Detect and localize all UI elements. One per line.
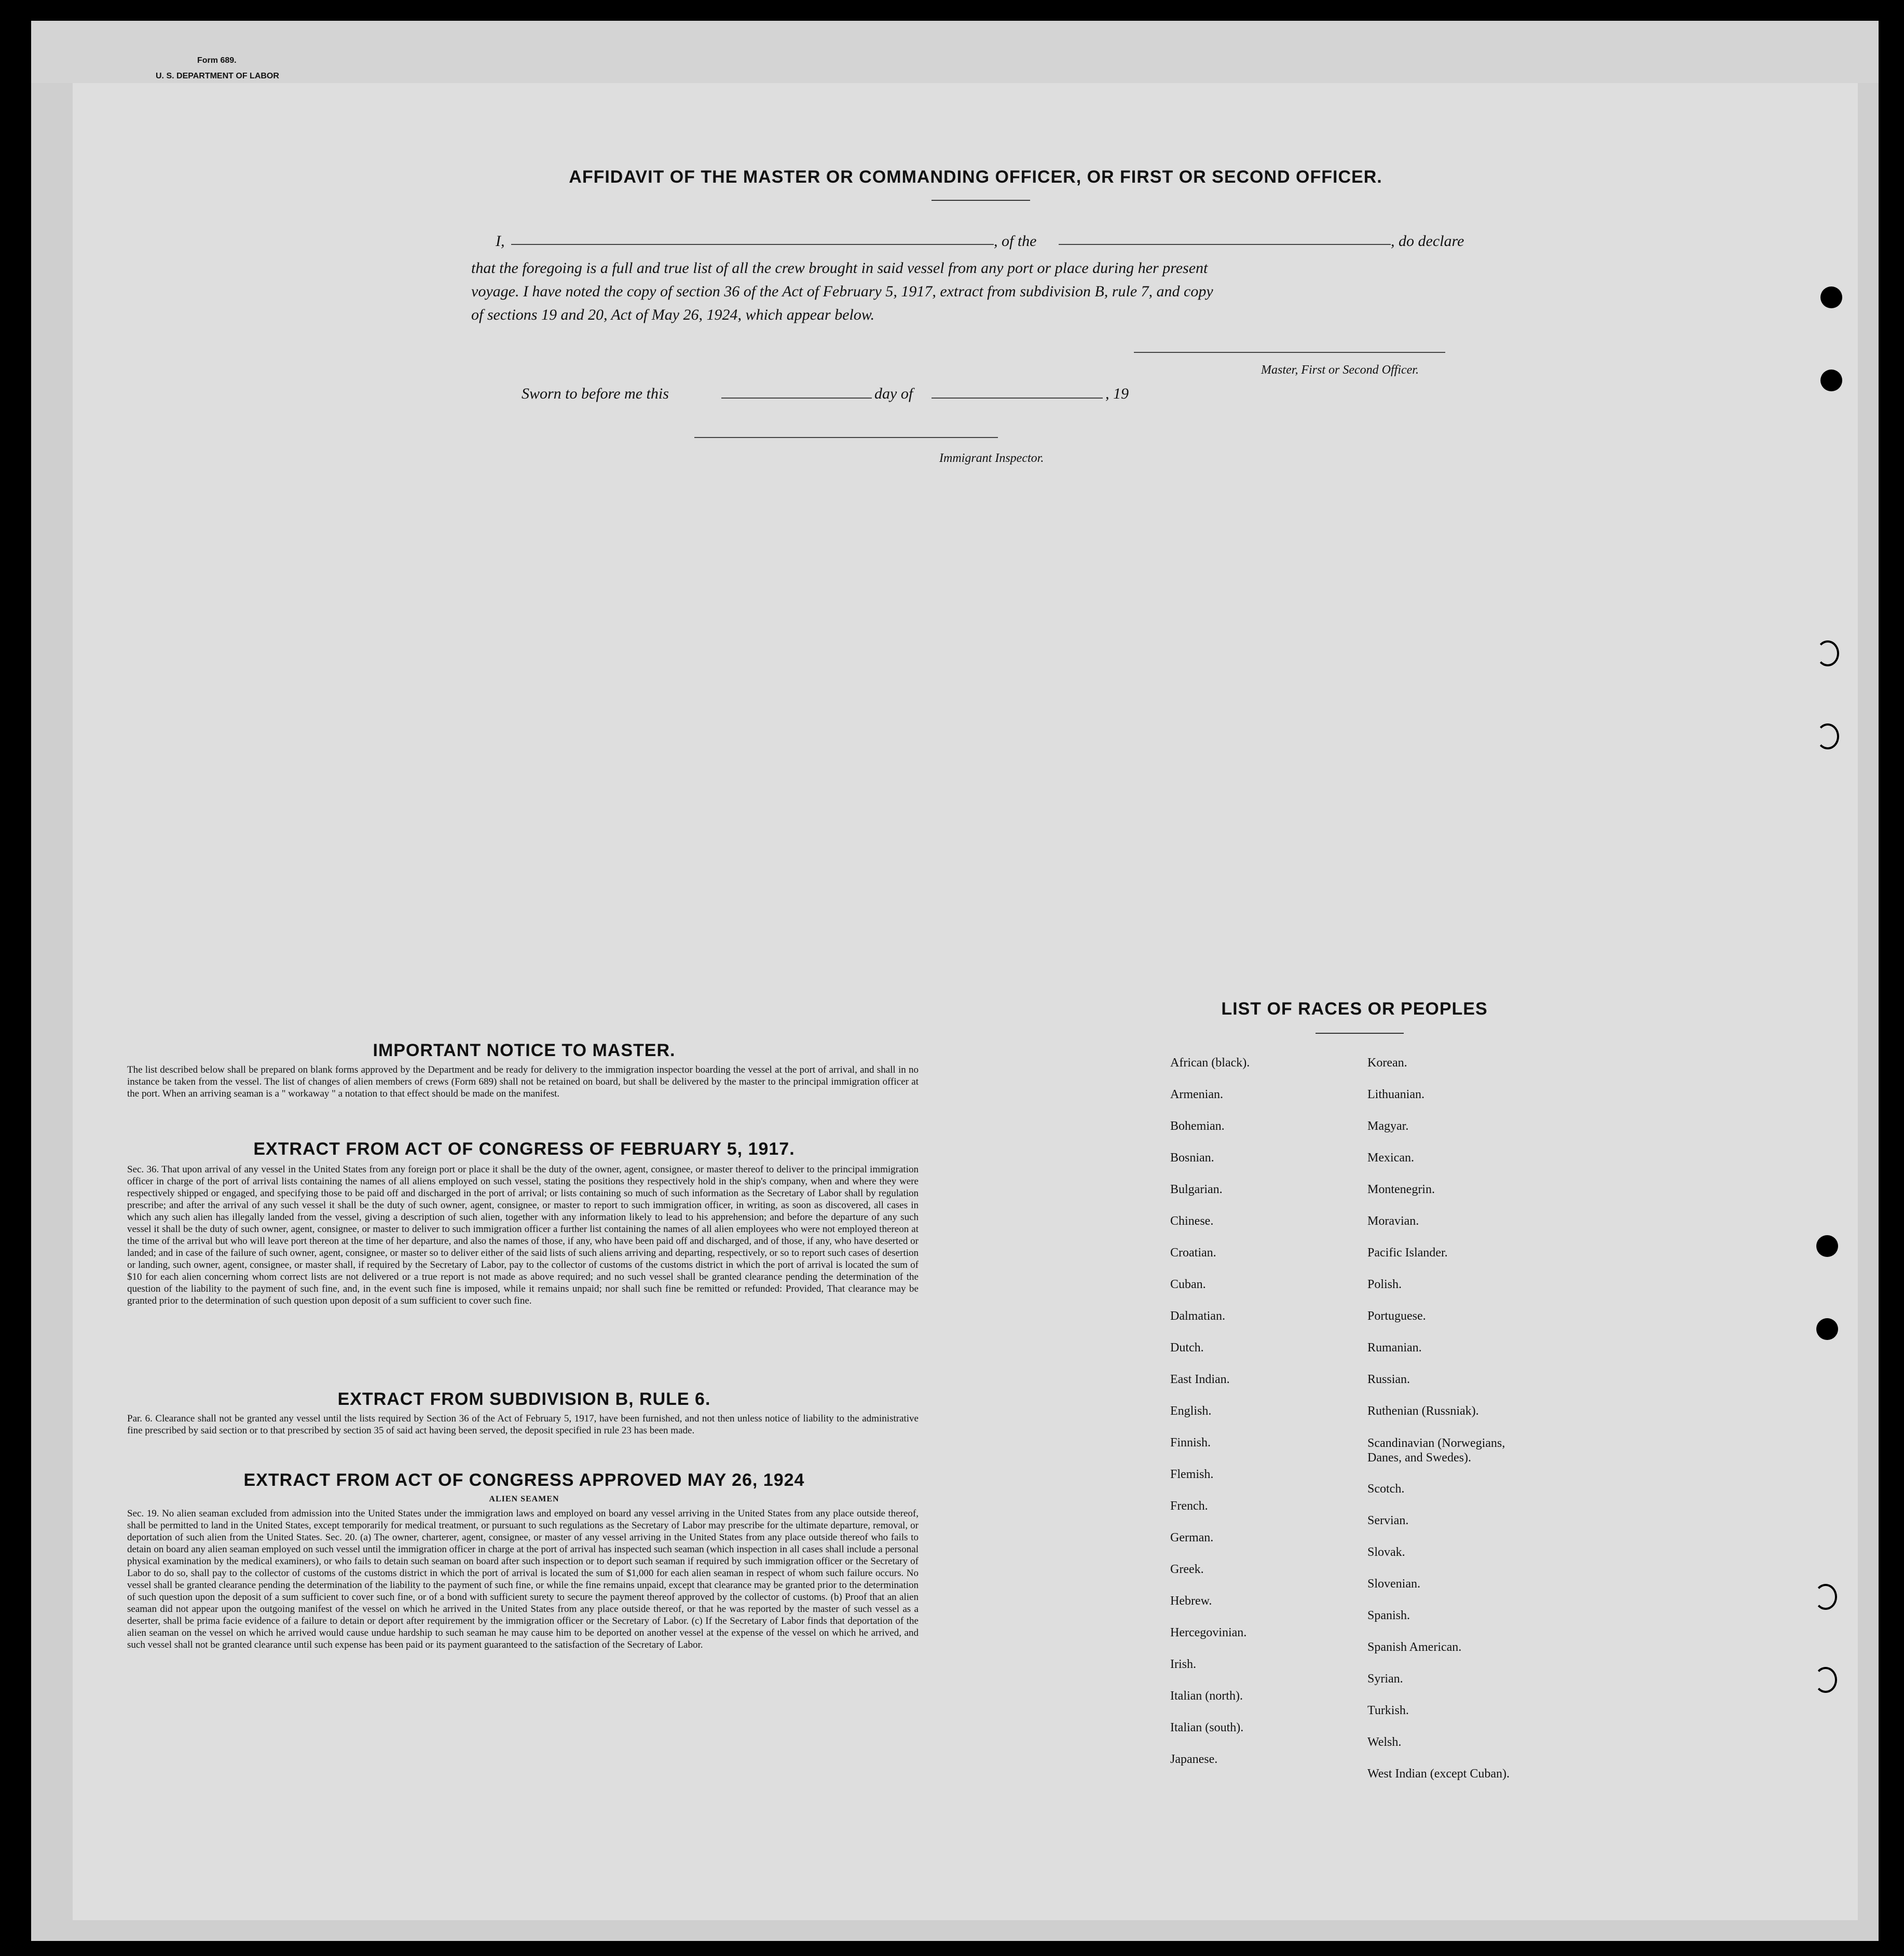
race-item: Moravian. — [1367, 1214, 1419, 1228]
affidavit-body-1: that the foregoing is a full and true list of all the crew brought in said vessel from any port or place during her present — [471, 259, 1208, 277]
rule6-title: EXTRACT FROM SUBDIVISION B, RULE 6. — [337, 1389, 711, 1409]
race-item: Italian (south). — [1170, 1721, 1244, 1734]
sworn-month-field[interactable] — [932, 398, 1103, 399]
day-of-label: day of — [874, 385, 913, 402]
binder-hole-ring-icon — [1814, 1667, 1837, 1693]
race-item: Scandinavian (Norwegians, Danes, and Swedes). — [1367, 1437, 1505, 1465]
race-item: Cuban. — [1170, 1278, 1206, 1291]
race-item: English. — [1170, 1404, 1212, 1418]
form-number: Form 689. — [197, 56, 237, 65]
of-the-label: , of the — [994, 232, 1037, 250]
race-item: Bohemian. — [1170, 1119, 1225, 1133]
extract-1917-title: EXTRACT FROM ACT OF CONGRESS OF FEBRUARY 5, 1917. — [253, 1139, 795, 1159]
race-item: Rumanian. — [1367, 1341, 1422, 1355]
title-rule — [932, 200, 1030, 201]
race-item: Hercegovinian. — [1170, 1626, 1247, 1639]
race-item: Syrian. — [1367, 1672, 1403, 1686]
race-item: West Indian (except Cuban). — [1367, 1767, 1510, 1781]
binder-hole-ring-icon — [1816, 640, 1839, 666]
race-item: French. — [1170, 1499, 1208, 1513]
race-item: Spanish. — [1367, 1609, 1410, 1622]
binder-hole-icon — [1820, 286, 1842, 308]
race-item: Lithuanian. — [1367, 1088, 1424, 1101]
sworn-day-field[interactable] — [721, 398, 872, 399]
master-signature-label: Master, First or Second Officer. — [1261, 363, 1419, 377]
race-item: East Indian. — [1170, 1373, 1230, 1386]
year-label: , 19 — [1105, 385, 1129, 402]
binder-hole-ring-icon — [1814, 1584, 1837, 1610]
race-item: Turkish. — [1367, 1704, 1409, 1717]
race-item: Dalmatian. — [1170, 1309, 1225, 1323]
race-item: Finnish. — [1170, 1436, 1211, 1449]
extract-1924-title: EXTRACT FROM ACT OF CONGRESS APPROVED MAY 26, 1924 — [243, 1470, 805, 1490]
department-label: U. S. DEPARTMENT OF LABOR — [156, 72, 279, 80]
binder-hole-ring-icon — [1816, 723, 1839, 749]
race-item: Japanese. — [1170, 1753, 1218, 1766]
race-item: Croatian. — [1170, 1246, 1216, 1260]
race-item: Chinese. — [1170, 1214, 1214, 1228]
race-item: Russian. — [1367, 1373, 1410, 1386]
vessel-field[interactable] — [1059, 244, 1391, 245]
affidavit-body-2: voyage. I have noted the copy of section 36 of the Act of February 5, 1917, extract from subdivision B, rule 7, and copy — [471, 283, 1213, 300]
rule6-text: Par. 6. Clearance shall not be granted any vessel until the lists required by Section 36 of the Act of February 5, 1917, have been furnished, and not then unless notice of liability to the administrative fine prescribed by said section or to that prescribed by section 35 of said act having been served, the deposit specified in rule 23 has been made. — [127, 1413, 919, 1436]
race-item: Flemish. — [1170, 1468, 1214, 1481]
affidavit-body-3: of sections 19 and 20, Act of May 26, 1924, which appear below. — [471, 306, 875, 323]
race-item: Irish. — [1170, 1658, 1196, 1671]
affidavit-i-label: I, — [496, 232, 505, 250]
notice-title: IMPORTANT NOTICE TO MASTER. — [373, 1041, 676, 1060]
top-sheet-edge — [31, 21, 1879, 83]
binder-hole-icon — [1820, 370, 1842, 391]
extract-1917-text: Sec. 36. That upon arrival of any vessel in the United States from any foreign port or place it shall be the duty of the owner, agent, consignee, or master thereof to deliver to the principal immigration officer in charge of the port of arrival lists containing the names of all aliens employed on such vessel, stating the positions they respectively hold in the ship's company, when and where they were respectively shipped or engaged, and specifying those to be paid off and discharged in the port of arrival; or lists containing so much of such information as the Secretary of Labor shall by regulation prescribe; and after the arrival of any such vessel it shall be the duty of such owner, agent, consignee, or master to report to such immigration officer, in writing, as soon as discovered, all cases in which any such alien has illegally landed from the vessel, giving a description of such alien, together with any information likely to lead to his apprehension; and before the departure of any such vessel it shall be the duty of such owner, agent, consignee, or master to deliver to such immigration officer a further list containing the names of all alien employees who were not employed thereon at the time of the arrival but who will leave port thereon at the time of her departure, and also the names of those, if any, who have been paid off and discharged, and of those, if any, who have deserted or landed; and in case of the failure of such owner, agent, consignee, or master so to deliver either of the said lists of such aliens arriving and departing, respectively, or so to report such cases of desertion or landing, such owner, agent, consignee, or master shall, if required by the Secretary of Labor, pay to the collector of customs of the customs district in which the port of arrival is located the sum of $10 for each alien concerning whom correct lists are not delivered or a true report is not made as above required; and no such vessel shall be granted clearance pending the determination of the question of the liability to the payment of such fine, and, in the event such fine is imposed, while it remains unpaid; nor shall such fine be remitted or refunded: Provided, That clearance may be granted prior to the determination of such question upon deposit of a sum sufficient to cover such fine. — [127, 1164, 919, 1306]
affidavit-title: AFFIDAVIT OF THE MASTER OR COMMANDING OFFICER, OR FIRST OR SECOND OFFICER. — [569, 167, 1382, 187]
sworn-label: Sworn to before me this — [522, 385, 669, 402]
race-item: Scotch. — [1367, 1482, 1405, 1496]
races-rule — [1316, 1033, 1404, 1034]
race-item: Spanish American. — [1367, 1640, 1462, 1654]
race-item: Italian (north). — [1170, 1689, 1243, 1703]
race-item: Magyar. — [1367, 1119, 1409, 1133]
binder-hole-icon — [1816, 1318, 1838, 1340]
race-item: Slovak. — [1367, 1545, 1405, 1559]
race-item: Montenegrin. — [1367, 1183, 1435, 1196]
race-item: Greek. — [1170, 1563, 1204, 1576]
race-item: Hebrew. — [1170, 1594, 1212, 1608]
inspector-signature-field[interactable] — [694, 437, 998, 438]
race-item: Slovenian. — [1367, 1577, 1420, 1591]
race-item: Servian. — [1367, 1514, 1409, 1527]
race-item: Portuguese. — [1367, 1309, 1426, 1323]
race-item: Korean. — [1367, 1056, 1407, 1070]
race-item: Mexican. — [1367, 1151, 1414, 1165]
extract-1924-text: Sec. 19. No alien seaman excluded from admission into the United States under the immigration laws and employed on board any vessel arriving in the United States from any place outside thereof, shall be permitted to land in the United States, except temporarily for medical treatment, or pursuant to such regulations as the Secretary of Labor may prescribe for the ultimate departure, removal, or deportation of such alien from the United States. Sec. 20. (a) The owner, charterer, agent, consignee, or master of any vessel arriving in the United States from any place outside thereof who fails to detain on board any alien seaman employed on such vessel until the immigration officer in charge at the port of arrival has inspected such seaman (which inspection in all cases shall include a personal physical examination by the medical examiners), or who fails to detain such seaman on board after such inspection or to deport such seaman if required by such immigration officer or the Secretary of Labor to do so, shall pay to the collector of customs of the customs district in which the port of arrival is located the sum of $1,000 for each alien seaman in respect of whom such failure occurs. No vessel shall be granted clearance pending the determination of the liability to the payment of such fine, or while the fine remains unpaid, except that clearance may be granted prior to the determination of such question upon the deposit of a sum sufficient to cover such fine, or of a bond with sufficient surety to secure the payment thereof approved by the collector of customs. (b) Proof that an alien seaman did not appear upon the outgoing manifest of the vessel on which he arrived in the United States from any place outside thereof, or that he was reported by the master of such vessel as a deserter, shall be prima facie evidence of a failure to detain or deport after requirement by the immigration officer or the Secretary of Labor. (c) If the Secretary of Labor finds that deportation of the alien seaman on the vessel on which he arrived would cause undue hardship to such seaman he may cause him to be deported on another vessel at the expense of the vessel on which he arrived, and such vessel shall not be granted clearance until such expense has been paid or its payment guaranteed to the satisfaction of the Secretary of Labor. — [127, 1508, 919, 1650]
race-item: Armenian. — [1170, 1088, 1223, 1101]
race-item: Bosnian. — [1170, 1151, 1214, 1165]
races-title: LIST OF RACES OR PEOPLES — [1221, 999, 1488, 1019]
race-item: German. — [1170, 1531, 1214, 1544]
race-item: Polish. — [1367, 1278, 1402, 1291]
binder-hole-icon — [1816, 1235, 1838, 1257]
master-signature-field[interactable] — [1134, 352, 1445, 353]
race-item: Dutch. — [1170, 1341, 1204, 1355]
declarant-name-field[interactable] — [511, 244, 994, 245]
race-item: African (black). — [1170, 1056, 1250, 1070]
inspector-signature-label: Immigrant Inspector. — [939, 452, 1044, 465]
notice-text: The list described below shall be prepared on blank forms approved by the Department and be ready for delivery to the immigration inspector boarding the vessel at the port of arrival, and shall in no instance be taken from the vessel. The list of changes of alien members of crews (Form 689) shall not be retained on board, but shall be delivered by the master to the principal immigration officer at the port. When an arriving seaman is a " workaway " a notation to that effect should be made on the manifest. — [127, 1064, 919, 1099]
race-item: Bulgarian. — [1170, 1183, 1223, 1196]
declare-label: , do declare — [1391, 232, 1464, 250]
race-item: Ruthenian (Russniak). — [1367, 1404, 1479, 1418]
race-item: Welsh. — [1367, 1735, 1402, 1749]
race-item: Pacific Islander. — [1367, 1246, 1448, 1260]
extract-1924-subtitle: ALIEN SEAMEN — [489, 1495, 559, 1503]
